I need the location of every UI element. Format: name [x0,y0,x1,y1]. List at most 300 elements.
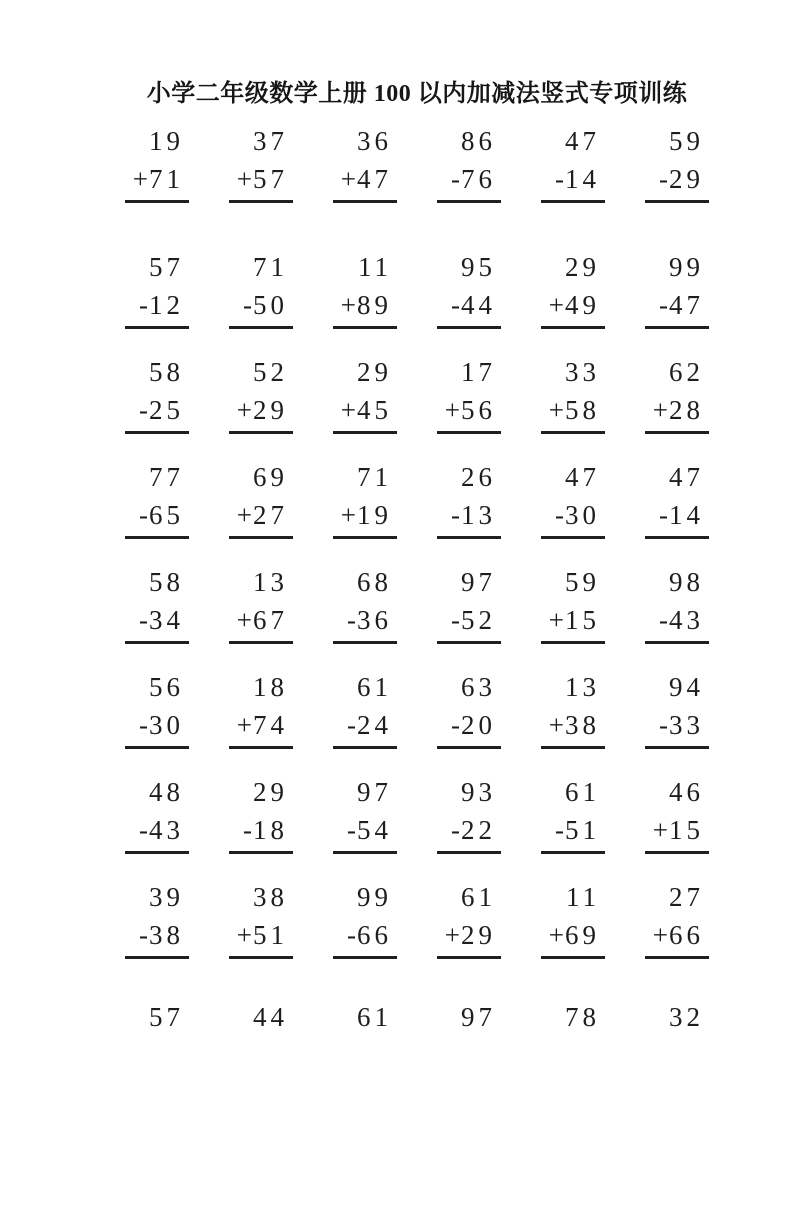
second-number: 43 [149,815,184,845]
problem-cell [625,353,729,434]
top-number: 99 [669,252,704,282]
problem-cell [521,458,625,539]
problem-cell [625,668,729,749]
operator-sign: + [340,290,357,320]
top-number: 69 [253,462,288,492]
answer-line [437,641,501,644]
top-number: 93 [461,777,496,807]
operator-sign: - [243,815,253,845]
operator-sign: - [347,605,357,635]
top-number: 29 [565,252,600,282]
problem-cell [521,248,625,329]
answer-line [125,536,189,539]
second-number: 57 [253,164,288,194]
operator-sign: + [548,605,565,635]
problem [125,563,189,644]
problem [229,353,293,434]
second-number: 38 [149,920,184,950]
answer-line [125,746,189,749]
problem-cell [105,458,209,539]
problem-cell [625,122,729,203]
top-number: 37 [253,126,288,156]
top-number: 56 [149,672,184,702]
problem-partial [125,998,189,1036]
second-number: 51 [253,920,288,950]
problem [437,122,501,203]
top-number: 29 [253,777,288,807]
problem-cell [625,998,729,1036]
second-number: 47 [357,164,392,194]
problem [437,773,501,854]
second-number: 29 [461,920,496,950]
answer-line [645,200,709,203]
problem-cell [209,998,313,1036]
top-number: 61 [357,672,392,702]
answer-line [437,851,501,854]
operator-sign: + [236,605,253,635]
top-number: 32 [669,1002,704,1032]
problem [333,668,397,749]
problem-cell [209,878,313,959]
answer-line [437,326,501,329]
operator-sign: - [555,500,565,530]
operator-sign: - [451,500,461,530]
top-number: 98 [669,567,704,597]
answer-line [645,956,709,959]
problem [541,353,605,434]
second-number: 20 [461,710,496,740]
top-number: 29 [357,357,392,387]
problem-cell [313,563,417,644]
problem-partial [333,998,397,1036]
top-number: 19 [149,126,184,156]
top-number: 44 [253,1002,288,1032]
operator-sign: - [451,710,461,740]
problem-cell [209,773,313,854]
answer-line [437,200,501,203]
answer-line [333,956,397,959]
problem [645,122,709,203]
problem-row [105,353,729,434]
operator-sign: + [132,164,149,194]
problem-cell [417,878,521,959]
problem [229,563,293,644]
second-number: 27 [253,500,288,530]
answer-line [645,641,709,644]
answer-line [541,431,605,434]
problem [541,458,605,539]
top-number: 63 [461,672,496,702]
answer-line [541,536,605,539]
answer-line [125,200,189,203]
answer-line [229,851,293,854]
problem [645,458,709,539]
second-number: 74 [253,710,288,740]
answer-line [333,746,397,749]
top-number: 71 [253,252,288,282]
problem-cell [521,878,625,959]
problem [645,878,709,959]
answer-line [437,536,501,539]
second-number: 29 [669,164,704,194]
answer-line [229,326,293,329]
second-number: 50 [253,290,288,320]
second-number: 67 [253,605,288,635]
problem-partial [437,998,501,1036]
second-number: 69 [565,920,600,950]
top-number: 13 [253,567,288,597]
second-number: 45 [357,395,392,425]
problem-cell [209,122,313,203]
answer-line [229,956,293,959]
problem [645,248,709,329]
top-number: 97 [461,567,496,597]
problem-row [105,773,729,854]
problem [645,563,709,644]
operator-sign: - [347,710,357,740]
second-number: 44 [461,290,496,320]
answer-line [541,641,605,644]
operator-sign: - [347,920,357,950]
problem-cell [417,353,521,434]
top-number: 33 [565,357,600,387]
problem [229,122,293,203]
top-number: 61 [357,1002,392,1032]
problem [541,668,605,749]
problem [541,122,605,203]
problem-partial [541,998,605,1036]
problem-cell [417,998,521,1036]
problem-cell [105,122,209,203]
top-number: 52 [253,357,288,387]
problem [437,458,501,539]
operator-sign: - [659,710,669,740]
problem-cell [209,563,313,644]
top-number: 68 [357,567,392,597]
problem [333,773,397,854]
problem-cell [313,458,417,539]
operator-sign: + [236,164,253,194]
second-number: 49 [565,290,600,320]
second-number: 33 [669,710,704,740]
operator-sign: + [340,500,357,530]
problems-grid [105,122,729,1036]
problem-cell [625,458,729,539]
operator-sign: - [451,164,461,194]
answer-line [645,746,709,749]
second-number: 19 [357,500,392,530]
problem-cell [625,563,729,644]
answer-line [645,431,709,434]
answer-line [229,746,293,749]
second-number: 58 [565,395,600,425]
top-number: 94 [669,672,704,702]
second-number: 51 [565,815,600,845]
operator-sign: - [139,500,149,530]
operator-sign: - [243,290,253,320]
problem [125,248,189,329]
problem-cell [313,248,417,329]
answer-line [645,326,709,329]
top-number: 38 [253,882,288,912]
operator-sign: - [451,605,461,635]
top-number: 97 [357,777,392,807]
problem-cell [313,878,417,959]
operator-sign: - [659,290,669,320]
operator-sign: - [139,815,149,845]
top-number: 97 [461,1002,496,1032]
problem-cell [521,122,625,203]
answer-line [645,536,709,539]
page-title: 小学二年级数学上册 100 以内加减法竖式专项训练 [146,81,688,107]
answer-line [541,851,605,854]
problem-cell [417,668,521,749]
top-number: 36 [357,126,392,156]
second-number: 22 [461,815,496,845]
second-number: 52 [461,605,496,635]
answer-line [333,641,397,644]
problem-partial [645,998,709,1036]
second-number: 56 [461,395,496,425]
answer-line [437,431,501,434]
top-number: 11 [566,882,600,912]
problem [437,248,501,329]
problem [333,458,397,539]
answer-line [541,326,605,329]
top-number: 57 [149,1002,184,1032]
answer-line [125,956,189,959]
problem [229,458,293,539]
operator-sign: + [548,395,565,425]
problem-row [105,248,729,329]
second-number: 66 [357,920,392,950]
top-number: 59 [669,126,704,156]
problem [125,122,189,203]
problem [645,353,709,434]
problem-row [105,878,729,959]
problem-cell [209,458,313,539]
second-number: 24 [357,710,392,740]
problem-cell [313,998,417,1036]
answer-line [541,200,605,203]
problem-cell [105,563,209,644]
problem [541,878,605,959]
second-number: 15 [565,605,600,635]
top-number: 71 [357,462,392,492]
operator-sign: - [139,710,149,740]
operator-sign: + [236,920,253,950]
problem-cell [521,998,625,1036]
operator-sign: - [451,290,461,320]
top-number: 86 [461,126,496,156]
problem-cell [105,773,209,854]
problem-cell [313,773,417,854]
problem-partial [229,998,293,1036]
problem [333,878,397,959]
top-number: 39 [149,882,184,912]
problem [645,668,709,749]
operator-sign: - [139,920,149,950]
problem [437,878,501,959]
second-number: 15 [669,815,704,845]
problem [541,563,605,644]
operator-sign: - [659,500,669,530]
second-number: 54 [357,815,392,845]
worksheet-page [0,78,800,1209]
answer-line [541,746,605,749]
second-number: 34 [149,605,184,635]
top-number: 17 [461,357,496,387]
answer-line [229,200,293,203]
second-number: 18 [253,815,288,845]
answer-line [437,956,501,959]
problem [125,353,189,434]
answer-line [125,851,189,854]
operator-sign: - [451,815,461,845]
top-number: 61 [461,882,496,912]
second-number: 30 [149,710,184,740]
answer-line [229,641,293,644]
top-number: 77 [149,462,184,492]
problem-cell [417,248,521,329]
answer-line [229,536,293,539]
top-number: 11 [358,252,392,282]
answer-line [333,200,397,203]
problem-cell [105,248,209,329]
problem-row [105,122,729,203]
problem-row [105,458,729,539]
top-number: 58 [149,567,184,597]
problem-cell [417,458,521,539]
problem [125,773,189,854]
problem-cell [521,668,625,749]
top-number: 13 [565,672,600,702]
second-number: 25 [149,395,184,425]
top-number: 62 [669,357,704,387]
problem [125,878,189,959]
problem [541,248,605,329]
operator-sign: + [652,395,669,425]
problem [437,563,501,644]
second-number: 36 [357,605,392,635]
problem-cell [209,353,313,434]
second-number: 76 [461,164,496,194]
problem-cell [417,122,521,203]
problem-cell [625,878,729,959]
operator-sign: + [236,710,253,740]
problem-cell [417,563,521,644]
answer-line [229,431,293,434]
problem-cell [521,353,625,434]
top-number: 27 [669,882,704,912]
top-number: 78 [565,1002,600,1032]
operator-sign: + [652,815,669,845]
operator-sign: + [548,290,565,320]
problem [541,773,605,854]
problem-row [105,668,729,749]
answer-line [541,956,605,959]
top-number: 57 [149,252,184,282]
answer-line [333,431,397,434]
second-number: 30 [565,500,600,530]
problem-row [105,563,729,644]
second-number: 89 [357,290,392,320]
answer-line [437,746,501,749]
problem-cell [521,563,625,644]
answer-line [333,326,397,329]
problem [645,773,709,854]
operator-sign: + [548,920,565,950]
problem-cell [105,878,209,959]
problem-cell [209,248,313,329]
operator-sign: + [236,500,253,530]
operator-sign: + [340,395,357,425]
second-number: 71 [149,164,184,194]
top-number: 95 [461,252,496,282]
top-number: 58 [149,357,184,387]
operator-sign: - [659,605,669,635]
second-number: 13 [461,500,496,530]
answer-line [333,536,397,539]
problem-cell [625,773,729,854]
operator-sign: + [444,395,461,425]
top-number: 47 [565,126,600,156]
problem [333,248,397,329]
problem-cell [313,668,417,749]
operator-sign: - [659,164,669,194]
problem [229,248,293,329]
problem-cell [313,122,417,203]
second-number: 14 [669,500,704,530]
problem-cell [105,353,209,434]
partial-problem-row [105,998,729,1036]
operator-sign: + [548,710,565,740]
problem-cell [105,998,209,1036]
operator-sign: - [139,605,149,635]
top-number: 48 [149,777,184,807]
problem-cell [625,248,729,329]
top-number: 47 [565,462,600,492]
second-number: 28 [669,395,704,425]
top-number: 18 [253,672,288,702]
problem-cell [417,773,521,854]
answer-line [333,851,397,854]
top-number: 59 [565,567,600,597]
problem [333,122,397,203]
problem [125,668,189,749]
answer-line [125,641,189,644]
problem [437,353,501,434]
second-number: 14 [565,164,600,194]
top-number: 26 [461,462,496,492]
top-number: 99 [357,882,392,912]
operator-sign: - [139,395,149,425]
problem-cell [209,668,313,749]
second-number: 43 [669,605,704,635]
top-number: 47 [669,462,704,492]
problem-cell [105,668,209,749]
operator-sign: + [236,395,253,425]
answer-line [125,431,189,434]
second-number: 66 [669,920,704,950]
operator-sign: + [444,920,461,950]
problem [229,668,293,749]
operator-sign: - [139,290,149,320]
operator-sign: + [652,920,669,950]
second-number: 12 [149,290,184,320]
answer-line [125,326,189,329]
operator-sign: - [555,815,565,845]
